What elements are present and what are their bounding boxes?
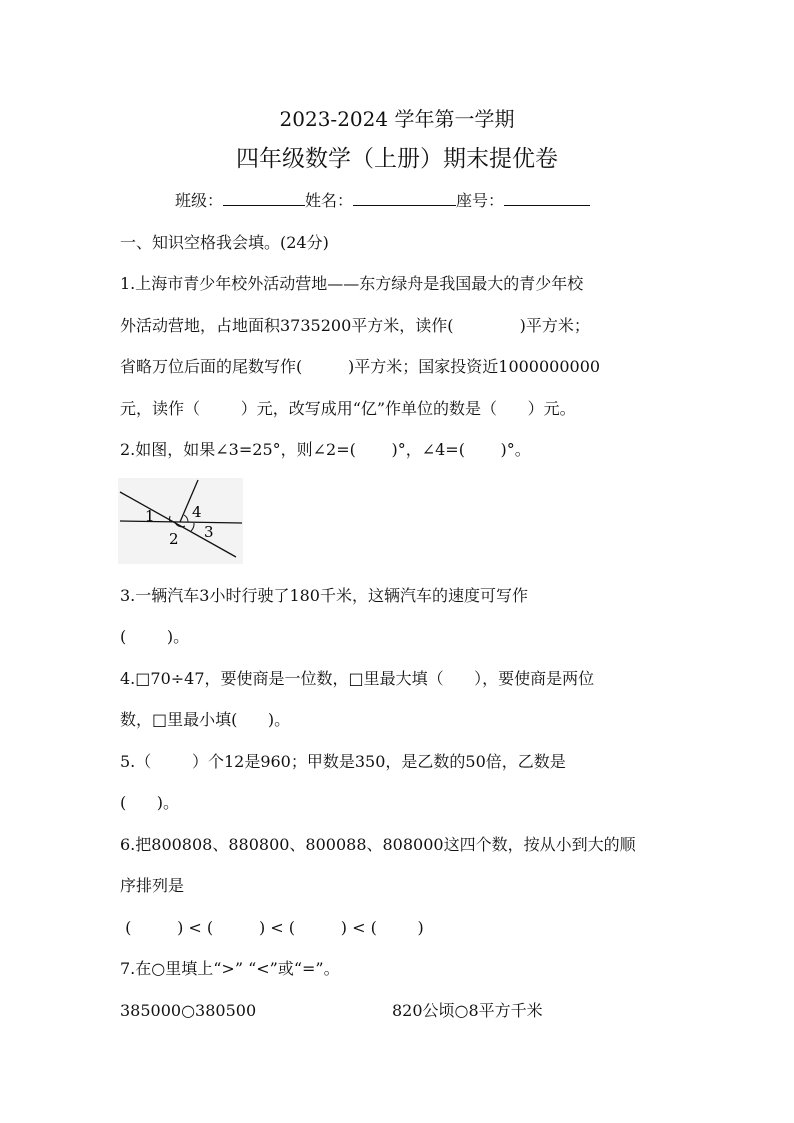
angle2-label: 2 bbox=[169, 530, 179, 548]
q1-line3: 省略万位后面的尾数写作( )平方米；国家投资近1000000000 bbox=[120, 357, 601, 376]
q5-line1: 5.（ ）个12是960；甲数是350，是乙数的50倍，乙数是 bbox=[120, 752, 566, 771]
q6-line2: 序排列是 bbox=[120, 876, 185, 895]
term-title: 2023-2024 学年第一学期 bbox=[279, 107, 515, 131]
q7-item-a: 385000○380500 bbox=[120, 1001, 257, 1020]
section-heading: 一、知识空格我会填。(24分) bbox=[120, 233, 329, 252]
exam-title: 四年级数学（上册）期末提优卷 bbox=[236, 146, 558, 172]
class-blank[interactable] bbox=[223, 190, 305, 206]
q3-line1: 3.一辆汽车3小时行驶了180千米，这辆汽车的速度可写作 bbox=[120, 586, 528, 605]
student-info-line bbox=[175, 190, 590, 211]
class-label: 班级： bbox=[175, 191, 224, 210]
q7-item-b: 820公顷○8平方千米 bbox=[392, 1001, 543, 1020]
q6-line1: 6.把800808、880800、800088、808000这四个数，按从小到大的顺 bbox=[120, 835, 636, 854]
q4-line1: 4.□70÷47，要使商是一位数，□里最大填（ ），要使商是两位 bbox=[120, 669, 595, 688]
q1-line4: 元，读作（ ）元，改写成用“亿”作单位的数是（ ）元。 bbox=[120, 399, 576, 418]
angle4-label: 4 bbox=[192, 503, 202, 521]
q1-line1: 1.上海市青少年校外活动营地——东方绿舟是我国最大的青少年校 bbox=[120, 274, 584, 293]
name-label: 姓名： bbox=[305, 191, 354, 210]
angle3-arc bbox=[191, 523, 194, 531]
angle-diagram bbox=[118, 478, 243, 564]
angle3-label: 3 bbox=[204, 523, 214, 541]
q6-line3: ( ) < ( ) < ( ) < ( ) bbox=[120, 918, 424, 937]
q3-line2: ( )。 bbox=[120, 627, 190, 646]
angle-figure bbox=[118, 478, 243, 564]
name-blank[interactable] bbox=[353, 190, 456, 206]
angle4-arc bbox=[184, 515, 188, 522]
angle1-label: 1 bbox=[145, 507, 155, 525]
q1-line2: 外活动营地，占地面积3735200平方米，读作( )平方米； bbox=[120, 316, 590, 335]
q5-line2: ( )。 bbox=[120, 793, 180, 812]
q4-line2: 数，□里最小填( )。 bbox=[120, 710, 291, 729]
q2-line1: 2.如图，如果∠3=25°，则∠2=( )°，∠4=( )°。 bbox=[120, 440, 531, 459]
seat-blank[interactable] bbox=[504, 190, 590, 206]
q7-line1: 7.在○里填上“>” “<”或“=”。 bbox=[120, 959, 340, 978]
seat-label: 座号： bbox=[456, 191, 505, 210]
